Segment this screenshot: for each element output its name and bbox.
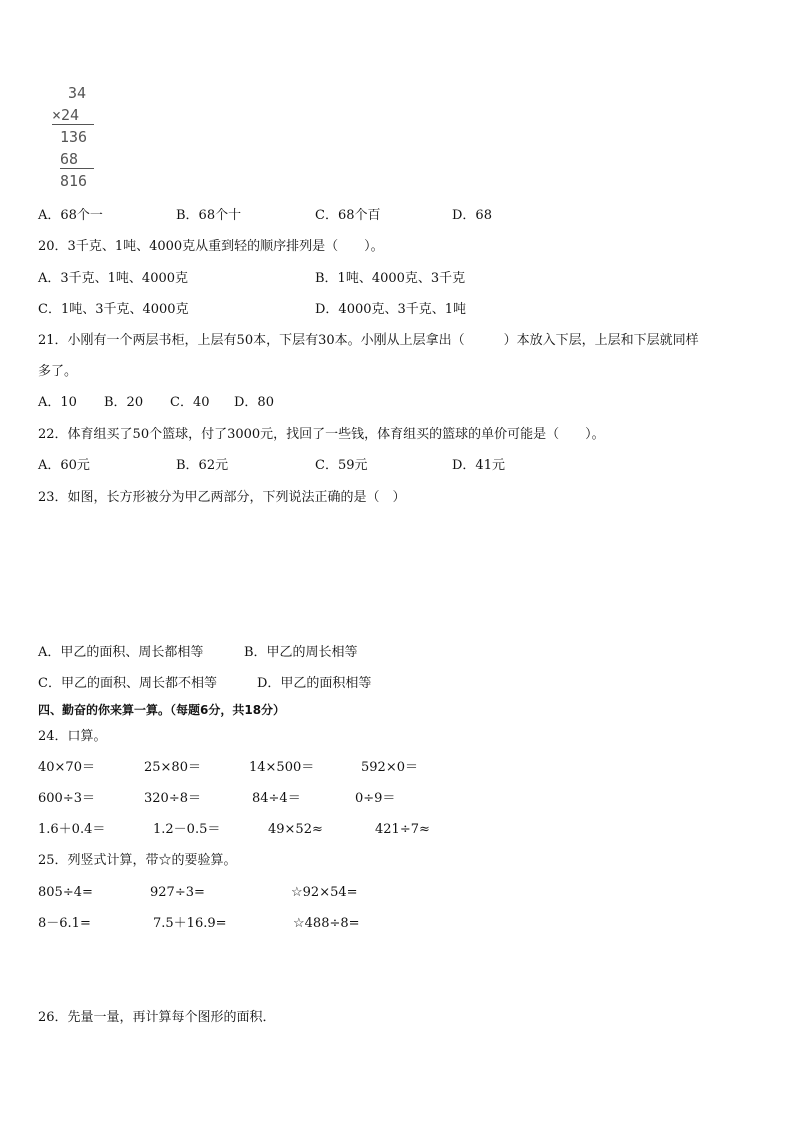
q24-item: 14×500＝ [249,760,315,775]
q24-item: 592×0＝ [361,760,418,775]
q25-item: 805÷4= [38,885,93,900]
underline-2 [60,168,94,169]
q24-item: 320÷8＝ [144,791,201,806]
q21-option-b[interactable]: B．20 [104,395,144,410]
q19-option-b[interactable]: B．68个十 [176,208,242,223]
q24-item: 1.2－0.5＝ [153,822,221,837]
q24-item: 0÷9＝ [355,791,396,806]
q24-stem: 24．口算。 [38,729,107,744]
q26-stem: 26．先量一量，再计算每个图形的面积． [38,1010,276,1025]
multiplier: ×24 [52,106,80,124]
q20-stem: 20．3千克、1吨、4000克从重到轻的顺序排列是（ ）。 [38,239,384,254]
partial-product-2: 68 [60,150,79,168]
q24-item: 600÷3＝ [38,791,95,806]
multiplicand: 34 [68,84,87,102]
underline-1 [52,124,94,125]
q22-option-b[interactable]: B．62元 [176,458,229,473]
q19-option-c[interactable]: C．68个百 [315,208,381,223]
q19-option-d[interactable]: D．68 [452,208,492,223]
q25-item: ☆92×54= [291,885,358,900]
q23-option-d[interactable]: D．甲乙的面积相等 [257,676,372,691]
q22-stem: 22．体育组买了50个篮球，付了3000元，找回了一些钱，体育组买的篮球的单价可能是（ ）。 [38,427,605,442]
product-result: 816 [60,172,88,190]
q24-item: 1.6＋0.4＝ [38,822,106,837]
q24-item: 40×70＝ [38,760,95,775]
q25-item: 8－6.1= [38,916,91,931]
q25-item: 7.5＋16.9= [153,916,227,931]
q24-item: 421÷7≈ [375,822,430,837]
q25-item: ☆488÷8= [293,916,360,931]
q19-option-a[interactable]: A．68个一 [38,208,103,223]
q21-option-d[interactable]: D．80 [234,395,274,410]
q22-option-d[interactable]: D．41元 [452,458,505,473]
q22-option-c[interactable]: C．59元 [315,458,368,473]
q20-option-d[interactable]: D．4000克、3千克、1吨 [315,302,467,317]
section-4-heading: 四、勤奋的你来算一算。（每题6分，共18分） [38,703,286,717]
q24-item: 84÷4＝ [252,791,301,806]
q21-option-a[interactable]: A．10 [38,395,77,410]
q25-item: 927÷3= [150,885,205,900]
q24-item: 49×52≈ [268,822,323,837]
q25-stem: 25．列竖式计算，带☆的要验算。 [38,853,237,868]
vertical-multiplication-figure [52,84,102,194]
q24-item: 25×80＝ [144,760,201,775]
q21-stem-line1: 21．小刚有一个两层书柜，上层有50本，下层有30本。小刚从上层拿出（ ）本放入下层，上层和下层就同样 [38,333,699,348]
q20-option-c[interactable]: C．1吨、3千克、4000克 [38,302,189,317]
q20-option-b[interactable]: B．1吨、4000克、3千克 [315,271,466,286]
partial-product-1: 136 [60,128,88,146]
q22-option-a[interactable]: A．60元 [38,458,90,473]
q23-stem: 23．如图，长方形被分为甲乙两部分，下列说法正确的是（ ） [38,490,406,505]
q23-option-b[interactable]: B．甲乙的周长相等 [244,645,358,660]
q23-option-c[interactable]: C．甲乙的面积、周长都不相等 [38,676,217,691]
q23-option-a[interactable]: A．甲乙的面积、周长都相等 [38,645,204,660]
q21-option-c[interactable]: C．40 [170,395,210,410]
q20-option-a[interactable]: A．3千克、1吨、4000克 [38,271,189,286]
q21-stem-line2: 多了。 [38,364,78,379]
